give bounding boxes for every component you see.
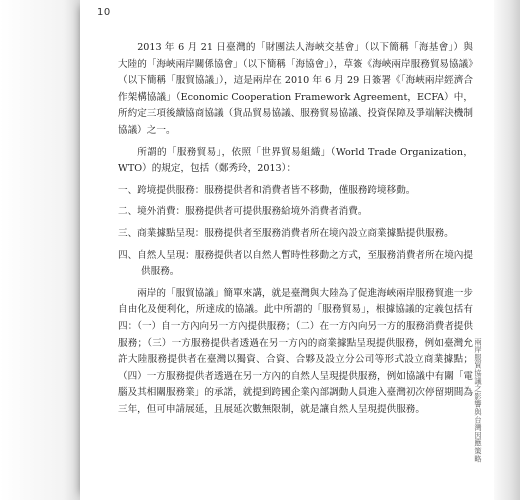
page-number: 10: [97, 7, 111, 18]
paragraph: 所謂的「服務貿易」，依照「世界貿易組織」（World Trade Organization，WTO）的規定，包括（鄭秀玲，2013）：: [118, 146, 473, 175]
body-text: [118, 40, 473, 423]
paragraph: 兩岸的「服貿協議」簡單來講，就是臺灣與大陸為了促進海峽兩岸服務貿進一步自由化及便利化，所達成的協議。此中所謂的「服務貿易」，根據協議的定義包括有四：（一）自一方內向另一方內提供服務；（二）在一方內向另一方的服務消費者提供服務；（三）一方服務提供者透過在另一方內的商業據點呈現提供服務，例如臺灣允許大陸服務提供者在臺灣以獨資、合資、合夥及設立分公司等形式設立商業據點；（四）一方服務提供者透過在另一方內的自然人呈現提供服務，例如協議中有關「電腦及其相關服務業」的承諾，就提到跨國企業內部調動人員進入臺灣初次停留期間為三年，但可申請展延，且展延次數無限制，就是讓自然人呈現提供服務。: [118, 287, 473, 415]
page-gutter-shadow: [0, 0, 80, 500]
spine-title: 兩岸服貿協議之影響與台灣因應策略: [474, 338, 483, 463]
list-item: 三、商業據點呈現：服務提供者至服務消費者所在境內設立商業據點提供服務。: [118, 227, 454, 239]
list-item: 一、跨境提供服務：服務提供者和消費者皆不移動，僅服務跨境移動。: [118, 184, 416, 196]
paragraph: 2013 年 6 月 21 日臺灣的「財團法人海峽交基會」（以下簡稱「海基會」）與大陸的「海峽兩岸關係協會」（以下簡稱「海協會」），草簽《海峽兩岸服務貿易協議》（以下簡稱「服貿協議」），這是兩岸在 2010 年 6 月 29 日簽署《「海峽兩岸經濟合作架構協議」（Economic Cooperation Framework Agreement，ECFA）中，所約定三項後續協商協議（貨品貿易協議、服務貿易協議、投資保障及爭端解決機制協議）之一。: [118, 42, 473, 136]
page-edge: [494, 0, 520, 500]
list-item: 二、境外消費：服務提供者可提供服務給境外消費者消費。: [118, 206, 368, 218]
list-item: 四、自然人呈現：服務提供者以自然人暫時性移動之方式，至服務消費者所在境內提供服務。: [118, 249, 473, 278]
